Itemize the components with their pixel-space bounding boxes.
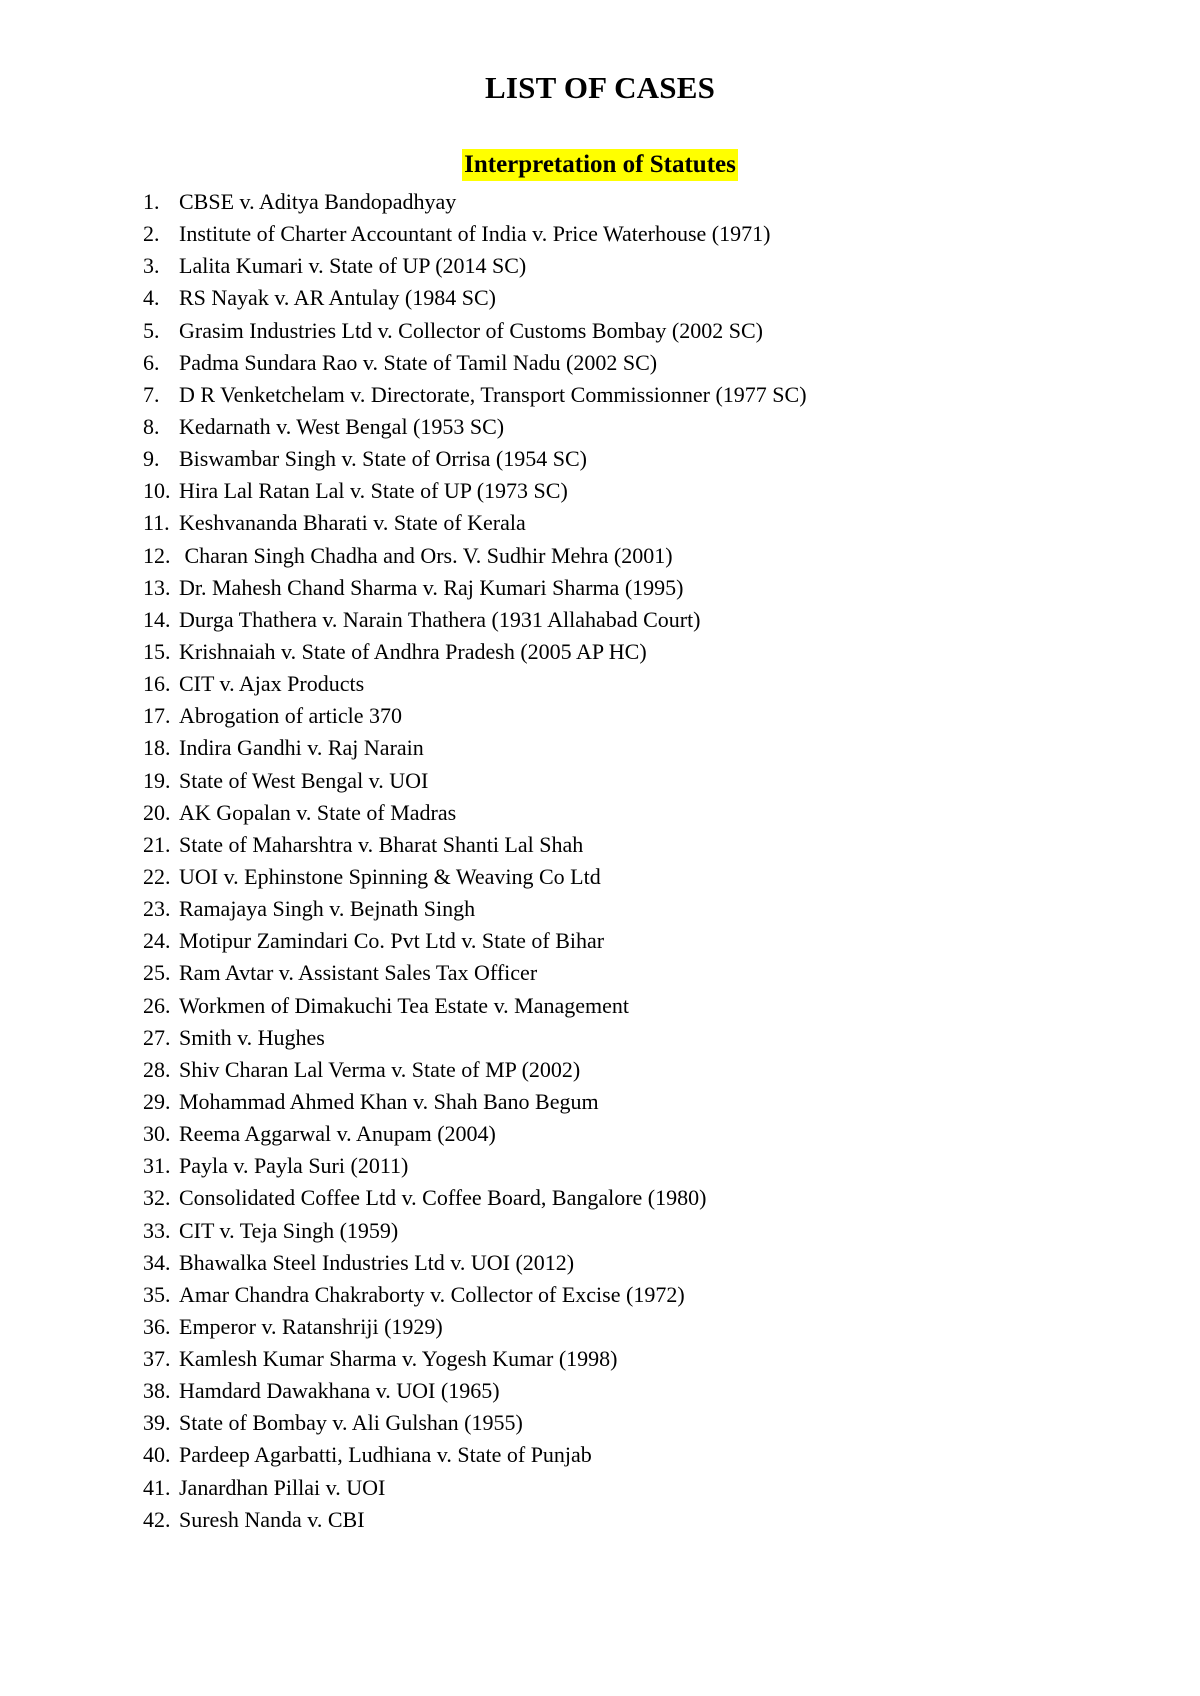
case-list-item bbox=[143, 765, 807, 797]
case-title: Abrogation of article 370 bbox=[179, 703, 402, 729]
case-list-item bbox=[143, 572, 807, 604]
case-title: Mohammad Ahmed Khan v. Shah Bano Begum bbox=[179, 1088, 599, 1114]
case-list-item bbox=[143, 957, 807, 989]
case-title: Keshvananda Bharati v. State of Kerala bbox=[179, 510, 526, 536]
case-number: 20. bbox=[143, 799, 171, 825]
case-title: State of Bombay v. Ali Gulshan (1955) bbox=[179, 1410, 523, 1436]
case-list-item bbox=[143, 507, 807, 539]
case-number: 36. bbox=[143, 1313, 171, 1339]
case-list-item bbox=[143, 1086, 807, 1118]
case-number: 19. bbox=[143, 767, 171, 793]
case-title: Kamlesh Kumar Sharma v. Yogesh Kumar (1998) bbox=[179, 1346, 618, 1372]
case-number: 16. bbox=[143, 671, 171, 697]
case-list-item bbox=[143, 604, 807, 636]
case-number: 11. bbox=[143, 510, 170, 536]
case-list-item bbox=[143, 1054, 807, 1086]
case-list-item bbox=[143, 443, 807, 475]
case-title: Biswambar Singh v. State of Orrisa (1954 SC) bbox=[179, 446, 587, 472]
case-title: State of Maharshtra v. Bharat Shanti Lal Shah bbox=[179, 831, 584, 857]
section-heading: Interpretation of Statutes bbox=[462, 149, 738, 181]
case-list-item bbox=[143, 475, 807, 507]
case-number: 31. bbox=[143, 1153, 171, 1179]
case-list-item bbox=[143, 797, 807, 829]
case-list-item bbox=[143, 379, 807, 411]
case-title: Suresh Nanda v. CBI bbox=[179, 1506, 365, 1532]
case-title: Pardeep Agarbatti, Ludhiana v. State of Punjab bbox=[179, 1442, 592, 1468]
case-list-item bbox=[143, 1022, 807, 1054]
case-title: Krishnaiah v. State of Andhra Pradesh (2005 AP HC) bbox=[179, 638, 647, 664]
case-title: Emperor v. Ratanshriji (1929) bbox=[179, 1313, 443, 1339]
case-number: 10. bbox=[143, 478, 171, 504]
case-number: 42. bbox=[143, 1506, 171, 1532]
case-title: Hamdard Dawakhana v. UOI (1965) bbox=[179, 1378, 500, 1404]
case-list-item bbox=[143, 1150, 807, 1182]
case-number: 1. bbox=[143, 189, 160, 214]
case-title: Kedarnath v. West Bengal (1953 SC) bbox=[179, 413, 505, 439]
case-list-item bbox=[143, 282, 807, 314]
case-list-item bbox=[143, 250, 807, 282]
case-number: 23. bbox=[143, 896, 171, 922]
case-list-item bbox=[143, 732, 807, 764]
case-number: 18. bbox=[143, 735, 171, 761]
case-number: 25. bbox=[143, 960, 171, 986]
case-title: Institute of Charter Accountant of India v. Price Waterhouse (1971) bbox=[179, 221, 771, 247]
case-list-item bbox=[143, 700, 807, 732]
case-number: 21. bbox=[143, 831, 171, 857]
case-number: 15. bbox=[143, 638, 171, 664]
case-title: Lalita Kumari v. State of UP (2014 SC) bbox=[179, 253, 527, 279]
case-title: Ramajaya Singh v. Bejnath Singh bbox=[179, 896, 476, 922]
document-title: LIST OF CASES bbox=[484, 70, 716, 105]
case-list-item bbox=[143, 1215, 807, 1247]
case-number: 7. bbox=[143, 381, 160, 407]
case-number: 28. bbox=[143, 1056, 171, 1082]
case-number: 5. bbox=[143, 317, 160, 343]
case-list-item bbox=[143, 925, 807, 957]
case-number: 12. bbox=[143, 542, 171, 568]
case-title: Bhawalka Steel Industries Ltd v. UOI (2012) bbox=[179, 1249, 575, 1275]
case-title: Smith v. Hughes bbox=[179, 1024, 325, 1050]
case-title: Ram Avtar v. Assistant Sales Tax Officer bbox=[179, 960, 538, 986]
case-number: 40. bbox=[143, 1442, 171, 1468]
case-list-item bbox=[143, 829, 807, 861]
case-list-item bbox=[143, 1247, 807, 1279]
case-list-item bbox=[143, 1311, 807, 1343]
case-title: State of West Bengal v. UOI bbox=[179, 767, 429, 793]
case-list-item bbox=[143, 1118, 807, 1150]
case-list-item bbox=[143, 1407, 807, 1439]
case-title: Padma Sundara Rao v. State of Tamil Nadu (2002 SC) bbox=[179, 349, 658, 375]
case-number: 24. bbox=[143, 928, 171, 954]
case-list-item bbox=[143, 218, 807, 250]
case-list-item bbox=[143, 861, 807, 893]
case-number: 17. bbox=[143, 703, 171, 729]
case-number: 37. bbox=[143, 1346, 171, 1372]
case-number: 27. bbox=[143, 1024, 171, 1050]
case-list-item bbox=[143, 540, 807, 572]
case-list-item bbox=[143, 1182, 807, 1214]
case-title: AK Gopalan v. State of Madras bbox=[179, 799, 457, 825]
case-list-item bbox=[143, 1472, 807, 1504]
case-list bbox=[143, 186, 807, 1536]
case-title: Grasim Industries Ltd v. Collector of Customs Bombay (2002 SC) bbox=[179, 317, 763, 343]
case-title: RS Nayak v. AR Antulay (1984 SC) bbox=[179, 285, 496, 311]
case-title: Reema Aggarwal v. Anupam (2004) bbox=[179, 1121, 496, 1147]
case-number: 2. bbox=[143, 221, 160, 247]
case-list-item bbox=[143, 668, 807, 700]
case-list-item bbox=[143, 893, 807, 925]
case-list-item bbox=[143, 315, 807, 347]
case-list-item bbox=[143, 1504, 807, 1536]
case-title: Hira Lal Ratan Lal v. State of UP (1973 SC) bbox=[179, 478, 568, 504]
case-number: 22. bbox=[143, 863, 171, 889]
case-title: Indira Gandhi v. Raj Narain bbox=[179, 735, 424, 761]
case-title: Payla v. Payla Suri (2011) bbox=[179, 1153, 409, 1179]
case-list-item bbox=[143, 1375, 807, 1407]
case-title: Dr. Mahesh Chand Sharma v. Raj Kumari Sharma (1995) bbox=[179, 574, 684, 600]
case-list-item bbox=[143, 347, 807, 379]
case-number: 26. bbox=[143, 992, 171, 1018]
case-number: 34. bbox=[143, 1249, 171, 1275]
case-number: 29. bbox=[143, 1088, 171, 1114]
case-list-item bbox=[143, 186, 807, 218]
case-number: 8. bbox=[143, 413, 160, 439]
case-list-item bbox=[143, 636, 807, 668]
case-title: Janardhan Pillai v. UOI bbox=[179, 1474, 386, 1500]
case-title: Amar Chandra Chakraborty v. Collector of Excise (1972) bbox=[179, 1281, 685, 1307]
case-title: Consolidated Coffee Ltd v. Coffee Board, Bangalore (1980) bbox=[179, 1185, 707, 1211]
case-title: CIT v. Teja Singh (1959) bbox=[179, 1217, 399, 1243]
case-title: Motipur Zamindari Co. Pvt Ltd v. State of Bihar bbox=[179, 928, 605, 954]
case-list-item bbox=[143, 990, 807, 1022]
case-number: 6. bbox=[143, 349, 160, 375]
case-number: 9. bbox=[143, 446, 160, 472]
case-number: 32. bbox=[143, 1185, 171, 1211]
case-number: 30. bbox=[143, 1121, 171, 1147]
case-title: Workmen of Dimakuchi Tea Estate v. Management bbox=[179, 992, 629, 1018]
case-title: Durga Thathera v. Narain Thathera (1931 Allahabad Court) bbox=[179, 606, 701, 632]
case-title: Charan Singh Chadha and Ors. V. Sudhir Mehra (2001) bbox=[179, 542, 673, 568]
case-number: 14. bbox=[143, 606, 171, 632]
case-number: 41. bbox=[143, 1474, 171, 1500]
case-title: CBSE v. Aditya Bandopadhyay bbox=[179, 189, 457, 214]
case-number: 33. bbox=[143, 1217, 171, 1243]
case-number: 3. bbox=[143, 253, 160, 279]
case-number: 35. bbox=[143, 1281, 171, 1307]
case-list-item bbox=[143, 1343, 807, 1375]
case-title: CIT v. Ajax Products bbox=[179, 671, 365, 697]
case-number: 38. bbox=[143, 1378, 171, 1404]
case-list-item bbox=[143, 411, 807, 443]
case-number: 39. bbox=[143, 1410, 171, 1436]
case-title: UOI v. Ephinstone Spinning & Weaving Co Ltd bbox=[179, 863, 601, 889]
case-number: 4. bbox=[143, 285, 160, 311]
section-heading-row bbox=[0, 149, 1200, 181]
case-title: Shiv Charan Lal Verma v. State of MP (2002) bbox=[179, 1056, 581, 1082]
case-list-item bbox=[143, 1439, 807, 1471]
case-title: D R Venketchelam v. Directorate, Transport Commissionner (1977 SC) bbox=[179, 381, 807, 407]
case-number: 13. bbox=[143, 574, 171, 600]
case-list-item bbox=[143, 1279, 807, 1311]
